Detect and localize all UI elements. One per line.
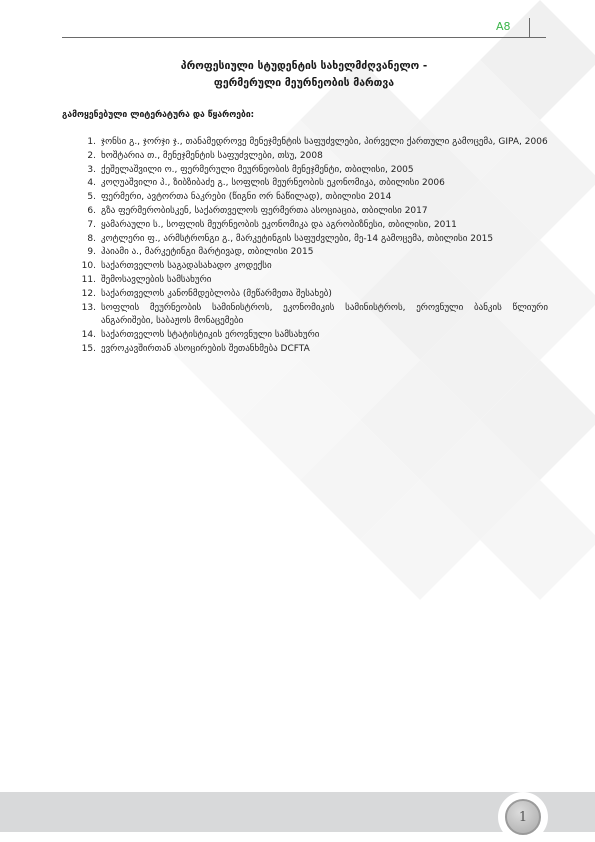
reference-item (78, 150, 548, 164)
reference-item (78, 177, 548, 191)
reference-item (78, 219, 548, 233)
reference-number: 11. (81, 274, 96, 285)
reference-item (78, 246, 548, 260)
reference-text: საქართველოს კანონმდებლობა (მეწარმეთა შესახებ) (101, 288, 332, 299)
reference-text: ევროკავშირთან ასოცირების შეთანხმება DCFTA (101, 343, 310, 354)
reference-number: 8. (87, 233, 96, 244)
reference-text: ქეშელაშვილი ო., ფერმერული მეურნეობის მენეჯმენტი, თბილისი, 2005 (101, 164, 414, 175)
reference-number: 10. (81, 261, 96, 272)
section-code: A8 (496, 20, 511, 33)
reference-text: კოღუაშვილი პ., ზიბზიბაძე გ., სოფლის მეურნეობის ეკონომიკა, თბილისი 2006 (101, 178, 445, 189)
reference-item (78, 302, 548, 330)
reference-item (78, 191, 548, 205)
reference-number: 7. (87, 219, 96, 230)
reference-number: 4. (87, 178, 96, 189)
reference-item (78, 260, 548, 274)
reference-item (78, 343, 548, 357)
reference-text: ჯონსი გ., ჯორჯი ჯ., თანამედროვე მენეჯმენტის საფუძვლები, პირველი ქართული გამოცემა, GIPA, 2006 (101, 137, 548, 147)
header-divider-tick (529, 18, 530, 38)
reference-text: ფერმერი, ავტორთა ნაკრები (წიგნი ორ ნაწილად), თბილისი 2014 (101, 192, 392, 203)
reference-number: 6. (87, 205, 96, 216)
references-list (78, 136, 548, 357)
reference-number: 12. (81, 288, 96, 299)
reference-item (78, 164, 548, 178)
reference-number: 13. (81, 302, 96, 313)
reference-item (78, 205, 548, 219)
reference-text: საქართველოს სტატისტიკის ეროვნული სამსახური (101, 330, 320, 341)
reference-number: 1. (87, 137, 96, 147)
page-title-line-1: პროფესიული სტუდენტის სახელმძღვანელო - (180, 60, 428, 72)
reference-number: 5. (87, 192, 96, 203)
reference-number: 9. (87, 247, 96, 258)
reference-text: საქართველოს საგადასახადო კოდექსი (101, 261, 272, 272)
reference-text: გზა ფერმერობისკენ, საქართველოს ფერმერთა ასოციაცია, თბილისი 2017 (101, 205, 428, 216)
reference-number: 2. (87, 150, 96, 161)
reference-text: შემოსავლების სამსახური (101, 274, 212, 285)
reference-number: 15. (81, 343, 96, 354)
reference-text: ყამარაული ს., სოფლის მეურნეობის ეკონომიკა და აგრობიზნესი, თბილისი, 2011 (101, 219, 457, 230)
references-heading: გამოყენებული ლიტერატურა და წყაროები: (62, 110, 255, 120)
reference-item (78, 288, 548, 302)
page-number: 1 (505, 799, 541, 835)
reference-item (78, 136, 548, 150)
reference-number: 14. (81, 330, 96, 341)
page-title-line-2: ფერმერული მეურნეობის მართვა (213, 77, 395, 89)
reference-number: 3. (87, 164, 96, 175)
page-title (62, 58, 546, 92)
header-rule (62, 37, 546, 38)
page-number-badge (498, 792, 548, 842)
reference-text: კოტლერი ფ., არმსტრონგი გ., მარკეტინგის საფუძვლები, მე-14 გამოცემა, თბილისი 2015 (101, 233, 494, 244)
reference-item (78, 329, 548, 343)
reference-text: ხოშტარია თ., მენეჯმენტის საფუძვლები, თსუ, 2008 (101, 150, 323, 161)
reference-item (78, 274, 548, 288)
reference-text: სოფლის მეურნეობის სამინისტროს, ეკონომიკის სამინისტროს, ეროვნული ბანკის წლიური ანგარიშები, საბაჟოს მონაცემები (101, 302, 548, 327)
reference-text: ჰაიამი ა., მარკეტინგი მარტივად, თბილისი 2015 (101, 247, 314, 258)
reference-item (78, 233, 548, 247)
